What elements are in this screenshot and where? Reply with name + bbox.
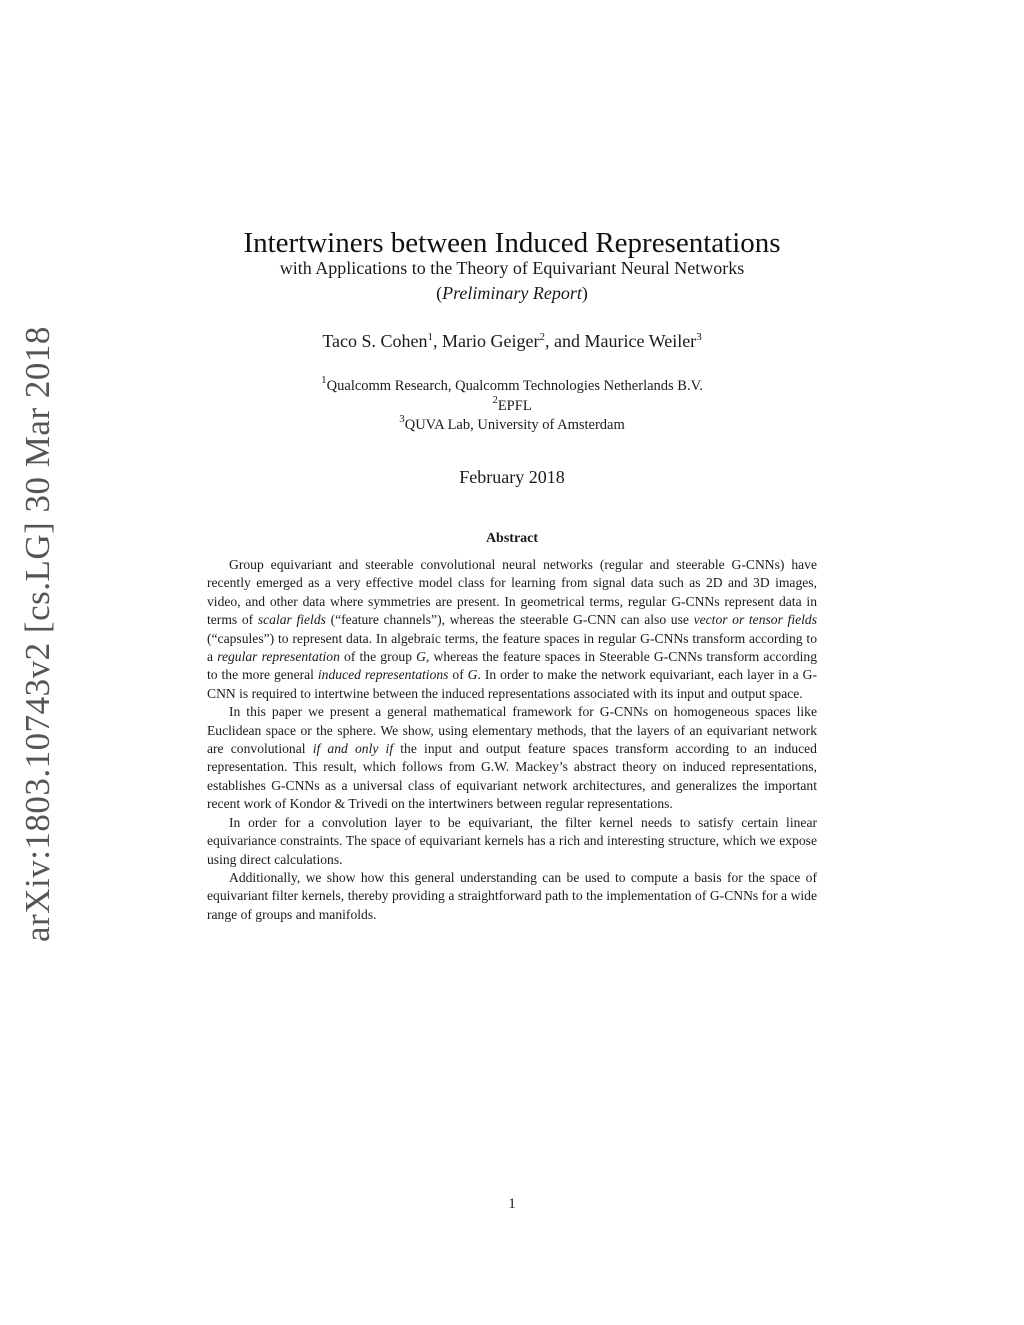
paper-title: Intertwiners between Induced Representations xyxy=(243,227,781,259)
abstract-text: . In order to make the network equivariant, each layer in a G-CNN is required to intertwine between the induced representations associated with its input and output space. xyxy=(207,667,817,701)
preliminary-note: (Preliminary Report) xyxy=(436,283,588,303)
paper-date: February 2018 xyxy=(459,467,565,487)
abstract-text: of the group xyxy=(339,649,417,665)
author-affil-mark: 1 xyxy=(427,331,434,343)
affil-mark: 2 xyxy=(492,394,498,406)
abstract-text: In order for a convolution layer to be equivariant, the filter kernel needs to satisfy certain linear equivariance constraints. The space of equivariant kernels has a rich and interesting structure, which we expose using direct calculations. xyxy=(207,814,817,867)
affil-text: QUVA Lab, University of Amsterdam xyxy=(404,417,625,433)
abstract-text: , whereas the feature spaces in Steerable G-CNNs transform according to the more general xyxy=(207,649,818,683)
affil-text: EPFL xyxy=(497,398,532,414)
affiliation xyxy=(0,413,1024,434)
author-separator: , xyxy=(433,331,443,351)
abstract-emphasis: G xyxy=(467,667,478,683)
abstract-paragraph xyxy=(207,814,817,869)
abstract-body xyxy=(207,556,817,924)
affil-text: Qualcomm Research, Qualcomm Technologies Netherlands B.V. xyxy=(326,378,703,394)
abstract-text: (“capsules”) to represent data. In algebraic terms, the feature spaces in regular G-CNNs transform according to a xyxy=(207,630,817,665)
author-list xyxy=(0,331,1024,352)
affiliation xyxy=(0,374,1024,395)
abstract-text: In this paper we present a general mathematical framework for G-CNNs on homogeneous spaces like Euclidean space or the sphere. We show, using elementary methods, that the layers of an equivariant network are convolutional xyxy=(207,704,817,757)
abstract-emphasis: vector or tensor fields xyxy=(693,612,817,628)
author-name: Maurice Weiler xyxy=(584,331,697,351)
abstract-emphasis: regular representation xyxy=(217,649,340,665)
abstract-heading: Abstract xyxy=(485,531,539,546)
abstract-text: of xyxy=(448,667,468,683)
affil-mark: 3 xyxy=(399,413,405,425)
paper-subtitle: with Applications to the Theory of Equivariant Neural Networks xyxy=(279,258,745,278)
abstract-paragraph xyxy=(207,869,817,924)
abstract-text: (“feature channels”), whereas the steerable G-CNN can also use xyxy=(325,612,694,628)
author-separator: , and xyxy=(545,331,585,351)
abstract-emphasis: if and only if xyxy=(312,741,394,757)
abstract-text: the input and output feature spaces transform according to an induced representation. This result, which follows from G.W. Mackey’s abstract theory on induced representations, establishes G-CNNs as a universal class of equivariant network architectures, and generalizes the important recent work of Kondor & Trivedi on the intertwiners between regular representations. xyxy=(207,741,817,812)
author-name: Taco S. Cohen xyxy=(322,331,428,351)
abstract-paragraph xyxy=(207,703,817,813)
abstract-text: Group equivariant and steerable convolutional neural networks (regular and steerable G-CNNs) have recently emerged as a very effective model class for learning from signal data such as 2D and 3D images, video, and other data where symmetries are present. In geometrical terms, regular G-CNNs represent data in terms of xyxy=(207,557,817,628)
affiliation xyxy=(0,394,1024,415)
page-number: 1 xyxy=(508,1196,516,1212)
abstract-emphasis: G xyxy=(416,649,426,665)
affil-mark: 1 xyxy=(321,374,327,386)
arxiv-identifier: arXiv:1803.10743v2 [cs.LG] 30 Mar 2018 xyxy=(18,326,57,942)
preliminary-text: Preliminary Report xyxy=(442,283,582,303)
author-name: Mario Geiger xyxy=(442,331,540,351)
author-affil-mark: 3 xyxy=(696,331,702,343)
author-affil-mark: 2 xyxy=(539,331,546,343)
abstract-text: Additionally, we show how this general understanding can be used to compute a basis for the space of equivariant filter kernels, thereby providing a straightforward path to the implementation of G-CNNs for a wide range of groups and manifolds. xyxy=(207,869,817,922)
abstract-paragraph xyxy=(207,556,817,703)
abstract-emphasis: induced representations xyxy=(317,667,449,683)
abstract-emphasis: scalar fields xyxy=(257,612,326,628)
